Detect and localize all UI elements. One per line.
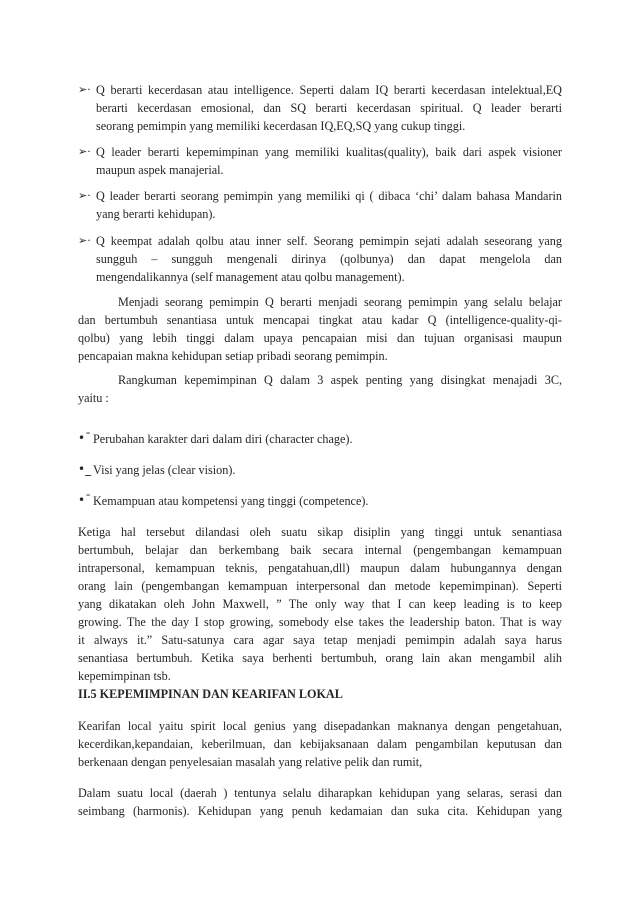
bullet-text: Perubahan karakter dari dalam diri (character chage). <box>93 432 353 446</box>
text-line: yaitu : <box>78 391 109 405</box>
paragraph-harmony <box>78 784 562 820</box>
text-line: Rangkuman kepemimpinan Q dalam 3 aspek penting yang disingkat menajadi 3C, <box>118 373 562 387</box>
text-line: Ketiga hal tersebut dilandasi oleh suatu sikap disiplin yang tinggi untuk senantiasa <box>78 525 562 539</box>
arrow-bullet-icon: ➢· <box>78 234 91 247</box>
text-line: Q keempat adalah qolbu atau inner self. Seorang pemimpin sejati adalah seseorang yang <box>96 234 562 248</box>
text-line: Menjadi seorang pemimpin Q berarti menjadi seorang pemimpin yang selalu belajar <box>118 295 562 309</box>
arrow-item-3 <box>78 187 562 223</box>
text-line: berkenaan dengan penyelesaian masalah yang relative pelik dan rumit, <box>78 755 423 769</box>
text-line: pencapaian makna kehidupan setiap pribadi seorang pemimpin. <box>78 349 388 363</box>
text-line: orang lain (pengembangan kemampuan interpersonal dan metode kepemimpinan). Seperti <box>78 579 562 593</box>
text-line: growing. The the day I stop growing, somebody else takes the leadership baton. That is way <box>78 615 562 629</box>
bullet-icon: •_ <box>78 462 92 476</box>
paragraph-local-wisdom <box>78 717 562 771</box>
arrow-bullet-icon: ➢· <box>78 189 91 202</box>
text-line: Q leader berarti kepemimpinan yang memiliki kualitas(quality), baik dari aspek visioner <box>96 145 562 159</box>
text-line: berarti kecerdasan emosional, dan SQ berarti kecerdasan spiritual. Q leader berarti <box>96 101 562 115</box>
text-line: kepemimpinan tsb. <box>78 669 171 683</box>
arrow-item-2 <box>78 143 562 179</box>
text-line: kecerdikan,kepandaian, keberilmuan, dan kebijaksanaan dalam pengambilan keputusan dan <box>78 737 562 751</box>
paragraph-discipline <box>78 523 562 685</box>
section-heading: II.5 KEPEMIMPINAN DAN KEARIFAN LOKAL <box>78 687 343 701</box>
bullet-text: Kemampuan atau kompetensi yang tinggi (competence). <box>93 494 369 508</box>
bullet-text: Visi yang jelas (clear vision). <box>93 463 236 477</box>
text-line: sungguh – sungguh mengenali dirinya (qolbunya) dan dapat mengelola dan <box>96 252 562 266</box>
text-line: seorang pemimpin yang memiliki kecerdasan IQ,EQ,SQ yang cukup tinggi. <box>96 119 466 133</box>
text-line: Q leader berarti seorang pemimpin yang memiliki qi ( dibaca ‘chi’ dalam bahasa Mandarin <box>96 189 562 203</box>
text-line: Dalam suatu local (daerah ) tentunya selalu diharapkan kehidupan yang selaras, serasi dan <box>78 786 562 800</box>
arrow-bullet-icon: ➢· <box>78 145 91 158</box>
arrow-item-1 <box>78 81 562 135</box>
paragraph-summary <box>78 371 562 407</box>
text-line: yang berarti kehidupan). <box>96 207 216 221</box>
text-line: qolbu) yang lebih tinggi dalam upaya pencapaian misi dan tujuan organisasi maupun <box>78 331 562 345</box>
text-line: dan bertumbuh senantiasa untuk mencapai tingkat atau kadar Q (intelligence-quality-qi- <box>78 313 562 327</box>
text-line: yang dikatakan oleh John Maxwell, ” The only way that I can keep leading is to keep <box>78 597 562 611</box>
bullet-icon: •¯ <box>78 493 92 507</box>
paragraph-q-leader <box>78 293 562 365</box>
arrow-item-4 <box>78 232 562 286</box>
text-line: it always it.” Satu-satunya cara agar saya tetap menjadi pemimpin adalah saya harus <box>78 633 562 647</box>
text-line: intrapersonal, kemampuan teknis, pengatahuan,dll) maupun dalam hubungannya dengan <box>78 561 562 575</box>
text-line: maupun aspek manajerial. <box>96 163 224 177</box>
text-line: senantiasa bertumbuh. Ketika saya berhenti bertumbuh, orang lain akan mengambil alih <box>78 651 562 665</box>
text-line: seimbang (harmonis). Kehidupan yang penuh kedamaian dan suka cita. Kehidupan yang <box>78 804 562 818</box>
bullet-icon: •¯ <box>78 431 92 445</box>
text-line: Kearifan local yaitu spirit local genius yang disepadankan maknanya dengan pengetahuan, <box>78 719 562 733</box>
arrow-bullet-icon: ➢· <box>78 83 91 96</box>
text-line: Q berarti kecerdasan atau intelligence. Seperti dalam IQ berarti kecerdasan intelektual,EQ <box>96 83 562 97</box>
text-line: bertumbuh, belajar dan berkembang baik secara internal (pengembangan kemampuan <box>78 543 562 557</box>
text-line: mengendalikannya (self management atau qolbu management). <box>96 270 405 284</box>
